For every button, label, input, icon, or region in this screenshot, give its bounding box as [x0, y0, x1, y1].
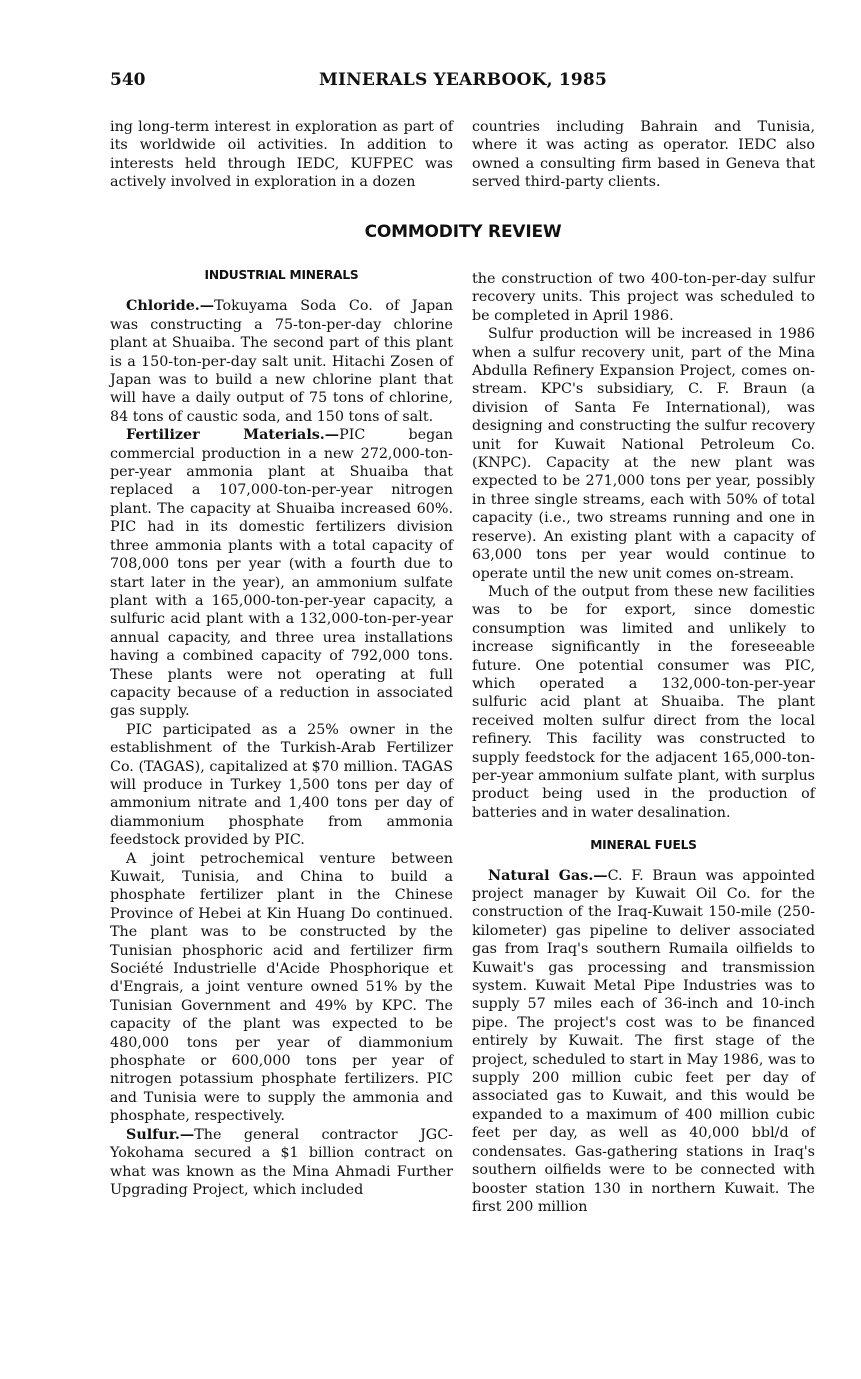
chloride-paragraph — [110, 297, 453, 426]
industrial-minerals-heading: INDUSTRIAL MINERALS — [204, 268, 359, 282]
joint-venture-paragraph: A joint petrochemical venture between Kuwait, Tunisia, and China to build a phosphate fertilizer plant in the Chinese Province of Hebei at Kin Huang Do continued. The plant was to be constructed by the Tunisian phosphoric acid and fertilizer firm Société Industrielle d'Acide Phosphorique et d'Engrais, a joint venture owned 51% by the Tunisian Government and 49% by KPC. The capacity of the plant was expected to be 480,000 tons per year of diammonium phosphate or 600,000 tons per year of nitrogen potassium phosphate fertilizers. PIC and Tunisia were to supply the ammonia and phosphate, respectively. — [110, 850, 453, 1125]
mineral-fuels-heading: MINERAL FUELS — [590, 838, 697, 853]
sulfur-continued-paragraph: the construction of two 400-ton-per-day sulfur recovery units. This project was scheduled to be completed in April 1986. — [472, 271, 815, 324]
intro-right-column — [472, 118, 815, 192]
right-column — [472, 270, 815, 1216]
fertilizer-title: Fertilizer Materials.— — [126, 427, 340, 444]
sulfur-production-paragraph: Sulfur production will be increased in 1986 when a sulfur recovery unit, part of the Mina Abdulla Refinery Expansion Project, comes on-stream. KPC's subsidiary, C. F. Braun (a division of Santa Fe International), was designing and constructing the sulfur recovery unit for Kuwait National Petroleum Co. (KNPC). Capacity at the new plant was expected to be 271,000 tons per year, possibly in three single streams, each with 50% of total capacity (i.e., two streams running and one in reserve). An existing plant with a capacity of 63,000 tons per year would continue to operate until the new unit comes on-stream. — [472, 326, 815, 582]
sulfur-output-paragraph: Much of the output from these new facilities was to be for export, since domestic consumption was limited and unlikely to increase significantly in the foreseeable future. One potential consumer was PIC, which operated a 132,000-ton-per-year sulfuric acid plant at Shuaiba. The plant received molten sulfur direct from the local refinery. This facility was constructed to supply feedstock for the adjacent 165,000-ton-per-year ammonium sulfate plant, with surplus product being used in the production of batteries and in water desalination. — [472, 583, 815, 821]
left-column — [110, 266, 453, 1199]
sulfur-text: The general contractor JGC-Yokohama secured a $1 billion contract on what was known as the Mina Ahmadi Further Upgrading Project, which included — [110, 1126, 453, 1198]
natural-gas-title: Natural Gas.— — [488, 867, 608, 884]
sulfur-paragraph — [110, 1126, 453, 1200]
fertilizer-paragraph — [110, 426, 453, 721]
running-head: MINERALS YEARBOOK, 1985 — [319, 70, 607, 90]
chloride-title: Chloride.— — [126, 298, 215, 315]
page-number: 540 — [110, 70, 146, 90]
chloride-text: Tokuyama Soda Co. of Japan was constructing a 75-ton-per-day chlorine plant at Shuaiba. The second part of this plant is a 150-ton-per-day salt unit. Hitachi Zosen of Japan was to build a new chlorine plant that will have a daily output of 75 tons of chlorine, 84 tons of caustic soda, and 150 tons of salt. — [110, 298, 453, 425]
natural-gas-paragraph — [472, 867, 815, 1217]
section-title: COMMODITY REVIEW — [364, 222, 562, 242]
natural-gas-text: C. F. Braun was appointed project manager by Kuwait Oil Co. for the construction of the Iraq-Kuwait 150-mile (250-kilometer) gas pipeline to deliver associated gas from Iraq's southern Rumaila oilfields to Kuwait's gas processing and transmission system. Kuwait Metal Pipe Industries was to supply 57 miles each of 36-inch and 10-inch pipe. The project's cost was to be financed entirely by Kuwait. The first stage of the project, scheduled to start in May 1986, was to supply 200 million cubic feet per day of associated gas to Kuwait, and this would be expanded to a maximum of 400 million cubic feet per day, as well as 40,000 bbl/d of condensates. Gas-gathering stations in Iraq's southern oilfields were to be connected with booster station 130 in northern Kuwait. The first 200 million — [472, 867, 816, 1215]
intro-left-paragraph: ing long-term interest in exploration as part of its worldwide oil activities. In addition to interests held through IEDC, KUFPEC was actively involved in exploration in a dozen — [110, 119, 453, 191]
sulfur-title: Sulfur.— — [126, 1126, 195, 1143]
page-header — [110, 70, 816, 94]
intro-left-column — [110, 118, 453, 192]
fertilizer-text: PIC began commercial production in a new 272,000-ton-per-year ammonia plant at Shuaiba that replaced a 107,000-ton-per-year nitrogen plant. The capacity at Shuaiba increased 60%. PIC had in its domestic fertilizers division three ammonia plants with a total capacity of 708,000 tons per year (with a fourth due to start later in the year), an ammonium sulfate plant with a 165,000-ton-per-year capacity, a sulfuric acid plant with a 132,000-ton-per-year annual capacity, and three urea installations having a combined capacity of 792,000 tons. These plants were not operating at full capacity because of a reduction in associated gas supply. — [110, 427, 454, 720]
intro-right-paragraph: countries including Bahrain and Tunisia, where it was acting as operator. IEDC also owned a consulting firm based in Geneva that served third-party clients. — [472, 119, 815, 191]
tagas-paragraph: PIC participated as a 25% owner in the establishment of the Turkish-Arab Fertilizer Co. (TAGAS), capitalized at $70 million. TAGAS will produce in Turkey 1,500 tons per day of ammonium nitrate and 1,400 tons per day of diammonium phosphate from ammonia feedstock provided by PIC. — [110, 721, 453, 849]
